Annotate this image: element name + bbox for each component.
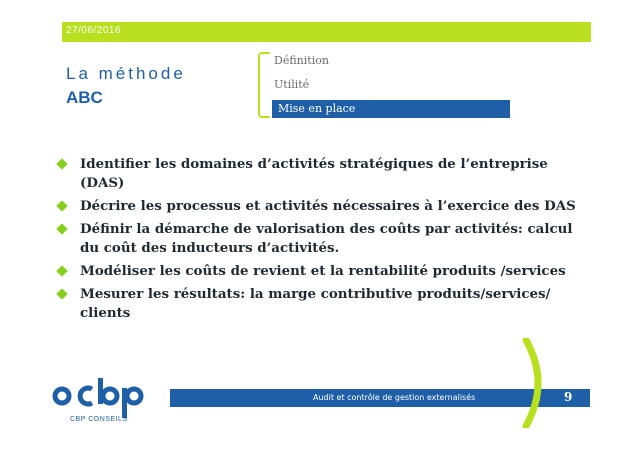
bullet-text: Décrire les processus et activités nécessaires à l’exercice des DAS xyxy=(80,198,576,214)
nav-item-definition[interactable]: Définition xyxy=(274,54,329,67)
bullet-text: Mesurer les résultats: la marge contributive produits/services/ clients xyxy=(80,286,551,321)
diamond-bullet-icon xyxy=(56,223,67,234)
diamond-bullet-icon xyxy=(56,288,67,299)
page-number: 9 xyxy=(564,390,573,404)
bullet-text: Modéliser les coûts de revient et la rentabilité produits /services xyxy=(80,263,566,279)
list-item xyxy=(56,197,596,216)
diamond-bullet-icon xyxy=(56,265,67,276)
logo-subtitle: CBP CONSEILS xyxy=(70,416,128,423)
list-item xyxy=(56,262,596,281)
list-item xyxy=(56,285,596,323)
diamond-bullet-icon xyxy=(56,200,67,211)
bullet-text: Définir la démarche de valorisation des coûts par activités: calcul du coût des inducteurs d’activités. xyxy=(80,221,573,256)
header-bar xyxy=(62,22,591,42)
nav-item-mise-en-place[interactable] xyxy=(272,100,510,118)
decorative-parenthesis-icon xyxy=(520,338,552,428)
slide-title: La méthode xyxy=(66,64,186,83)
nav-bracket xyxy=(258,52,270,118)
list-item xyxy=(56,220,596,258)
list-item xyxy=(56,155,596,193)
bullet-text: Identifier les domaines d’activités stratégiques de l’entreprise (DAS) xyxy=(80,156,548,191)
bullet-list xyxy=(56,155,596,327)
header-date: 27/06/2016 xyxy=(66,25,122,36)
diamond-bullet-icon xyxy=(56,158,67,169)
slide-subtitle: ABC xyxy=(66,88,103,107)
nav-item-active-label: Mise en place xyxy=(278,102,356,115)
nav-item-utilite[interactable]: Utilité xyxy=(274,78,310,91)
footer-text: Audit et contrôle de gestion externalisés xyxy=(313,393,476,402)
